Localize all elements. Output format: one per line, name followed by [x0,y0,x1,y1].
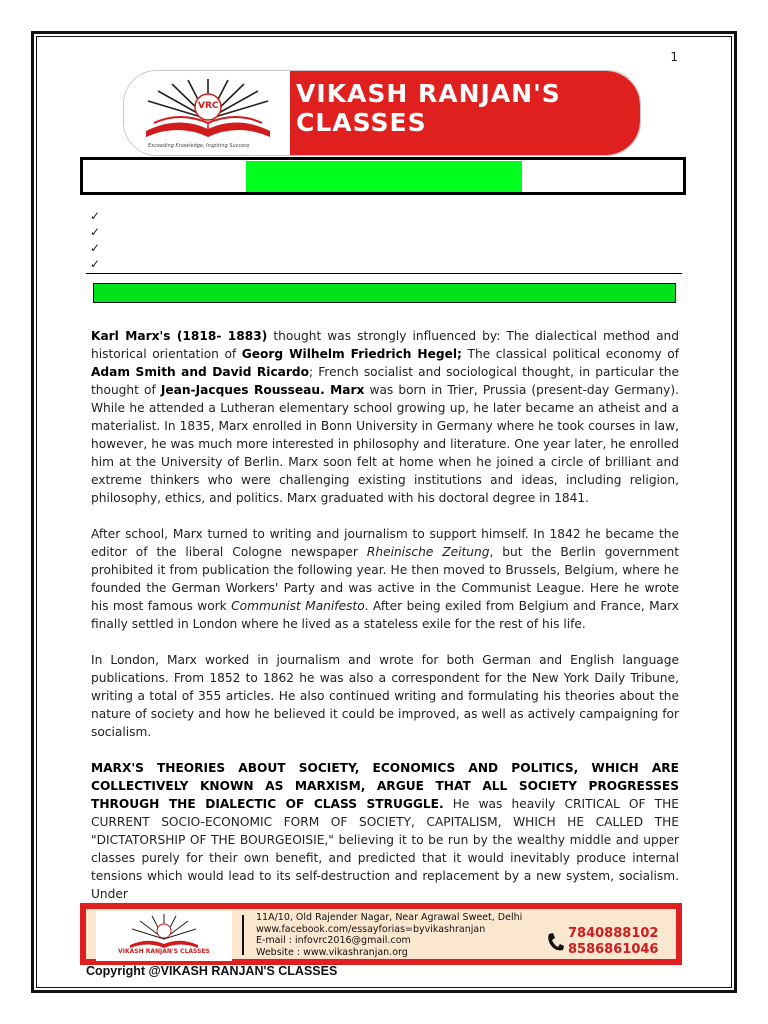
paragraph [91,759,679,903]
logo-title [296,79,626,137]
logo-tagline: Exceeding Knowledge, Inspiring Success [148,143,250,149]
italic-text: Rheinische Zeitung [366,545,490,559]
check-icon: ✓ [90,241,101,255]
bold-text: Adam Smith and David Ricardo [91,365,310,379]
logo-emblem [124,71,290,156]
website-link[interactable]: Website : www.vikashranjan.org [256,946,408,958]
text-run: thought was strongly influenced by: The dialectical method and historical orientation of [91,329,679,361]
check-icon: ✓ [90,257,101,271]
facebook-link[interactable]: www.facebook.com/essayforias=byvikashranjan [256,923,486,935]
paragraph [91,327,679,507]
phone-number[interactable]: 7840888102 [568,926,659,941]
email-link[interactable]: E-mail : infovrc2016@gmail.com [256,935,411,946]
text-run: After school, Marx turned to writing and journalism to support himself. In 1842 he became the editor of the liberal Cologne newspaper [91,527,679,559]
copyright-text: Copyright @VIKASH RANJAN'S CLASSES [86,964,338,978]
footer-address [256,912,546,958]
check-icon: ✓ [90,225,101,239]
title-highlight [246,161,522,192]
footer-divider [242,915,244,955]
paragraph [91,525,679,633]
logo-title-line1: VIKASH RANJAN'S [296,79,561,108]
phone-number[interactable]: 8586861046 [568,942,659,957]
bold-text: Jean-Jacques Rousseau. Marx [160,383,365,397]
divider [86,273,682,274]
logo-title-line2: CLASSES [296,108,427,137]
bold-text: MARX'S THEORIES ABOUT SOCIETY, ECONOMICS AND POLITICS, WHICH ARE COLLECTIVELY KNOWN AS MARXISM, ARGUE THAT ALL SOCIETY PROGRESSES THROUGH THE DIALECTIC OF CLASS STRUGGLE. [91,761,679,811]
text-run: He was heavily CRITICAL OF THE CURRENT SOCIO-ECONOMIC FORM OF SOCIETY, CAPITALISM, WHICH HE CALLED THE "DICTATORSHIP OF THE BOURGEOISIE," believing it to be run by the wealthy middle and upper classes purely for their own benefit, and predicted that it would inevitably produce internal tensions which would lead to its self-destruction and replacement by a new system, socialism. Under [91,797,679,901]
page-number: 1 [670,50,678,64]
text-run: In London, Marx worked in journalism and wrote for both German and English language publications. From 1852 to 1862 he was also a correspondent for the New York Daily Tribune, writing a total of 355 articles. He also continued writing and formulating his theories about the nature of society and how he believed it could be improved, as well as actively campaigning for socialism. [91,653,679,739]
text-run: was born in Trier, Prussia (present-day Germany). While he attended a Lutheran elementary school growing up, he later became an atheist and a materialist. In 1835, Marx enrolled in Bonn University in Germany where he took courses in law, however, he was much more interested in philosophy and literature. One year later, he enrolled him at the University of Berlin. Marx soon felt at home when he joined a circle of brilliant and extreme thinkers who were challenging existing institutions and ideas, including religion, philosophy, ethics, and politics. Marx graduated with his doctoral degree in 1841. [91,383,679,505]
footer-logo-text: VIKASH RANJAN'S CLASSES [118,948,210,955]
footer-logo [96,911,232,961]
paragraph [91,651,679,741]
emblem-text: VRC [198,101,219,111]
text-run: . After being exiled from Belgium and France, Marx finally settled in London where he lived as a stateless exile for the rest of his life. [91,599,680,631]
logo-banner [123,70,641,156]
footer-banner [80,903,682,965]
bold-text: Karl Marx's (1818- 1883) [91,329,268,343]
text-run: The classical political economy of [461,347,679,361]
address-line: 11A/10, Old Rajender Nagar, Near Agrawal Sweet, Delhi [256,912,523,923]
section-highlight-bar [93,283,676,303]
check-icon: ✓ [90,209,101,223]
bold-text: Georg Wilhelm Friedrich Hegel; [241,347,462,361]
phone-icon [546,932,564,952]
italic-text: Communist Manifesto [231,599,365,613]
checklist [90,208,100,272]
text-run: , but the Berlin government prohibited it from publication the following year. He then moved to Brussels, Belgium, where he founded the German Workers' Party and was active in the Communist League. Here he wrote his most famous work [91,545,679,613]
body-text [91,327,679,921]
text-run: ; French socialist and sociological thought, in particular the thought of [91,365,679,397]
